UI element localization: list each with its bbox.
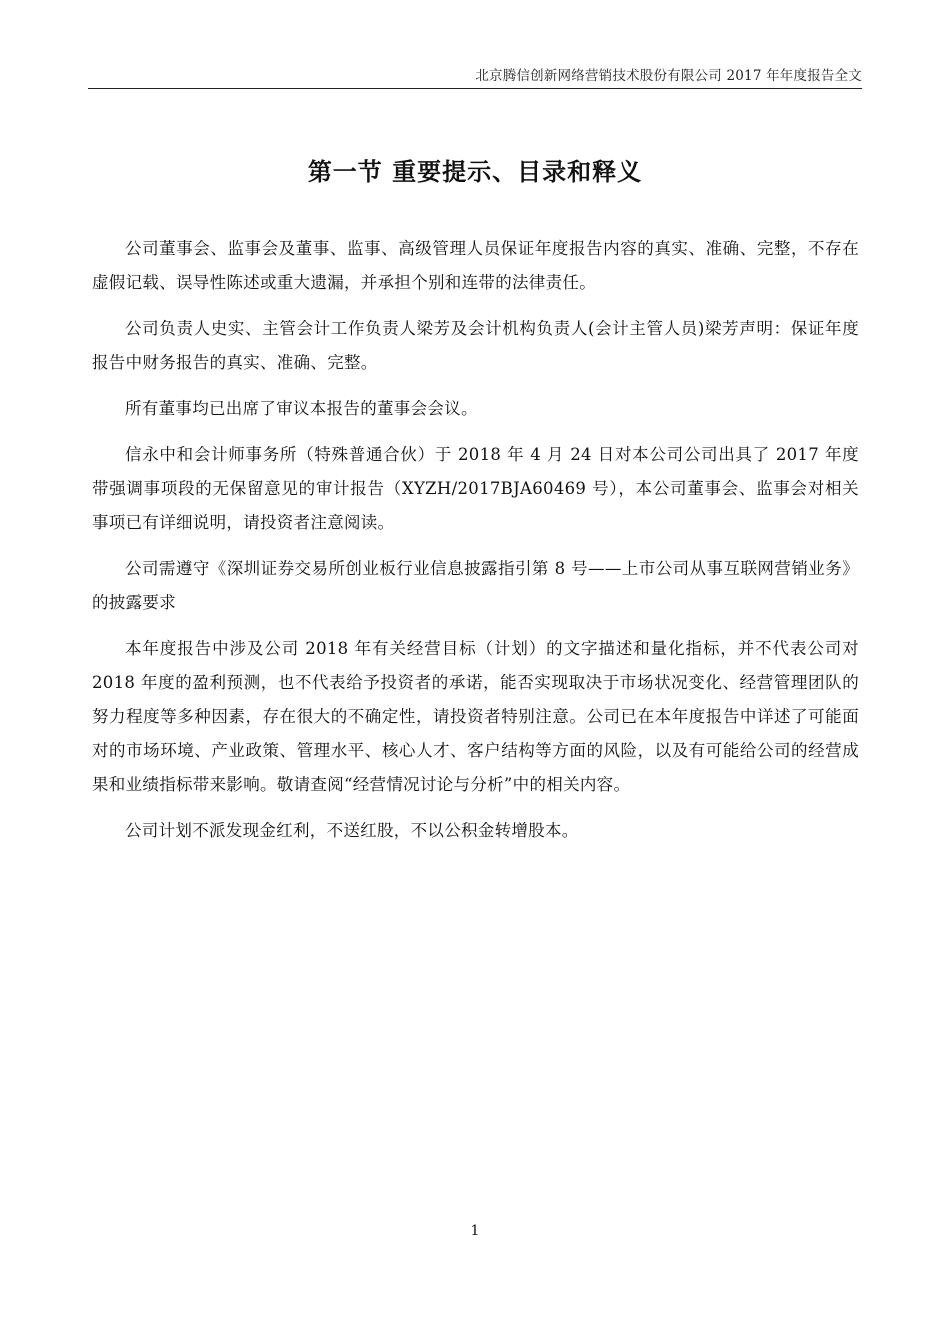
body-content: [92, 232, 859, 860]
paragraph-audit-report: 信永中和会计师事务所（特殊普通合伙）于 2018 年 4 月 24 日对本公司公司出具了 2017 年度带强调事项段的无保留意见的审计报告（XYZH/2017BJA60469 号），本公司董事会、监事会对相关事项已有详细说明，请投资者注意阅读。: [92, 445, 859, 532]
paragraph-responsible-persons: 公司负责人史实、主管会计工作负责人梁芳及会计机构负责人(会计主管人员)梁芳声明：保证年度报告中财务报告的真实、准确、完整。: [92, 319, 859, 372]
section-title: 第一节 重要提示、目录和释义: [307, 157, 643, 186]
paragraph-risk-notice: 本年度报告中涉及公司 2018 年有关经营目标（计划）的文字描述和量化指标，并不代表公司对 2018 年度的盈利预测，也不代表给予投资者的承诺，能否实现取决于市场状况变化、经营管理团队的努力程度等多种因素，存在很大的不确定性，请投资者特别注意。公司已在本年度报告中详述了可能面对的市场环境、产业政策、管理水平、核心人才、客户结构等方面的风险，以及有可能给公司的经营成果和业绩指标带来影响。敬请查阅“经营情况讨论与分析”中的相关内容。: [92, 639, 859, 794]
paragraph-dividend-plan: 公司计划不派发现金红利，不送红股，不以公积金转增股本。: [125, 821, 579, 840]
paragraph-directors-attendance: 所有董事均已出席了审议本报告的董事会会议。: [125, 399, 478, 418]
header-title: 北京腾信创新网络营销技术股份有限公司 2017 年年度报告全文: [475, 68, 862, 84]
paragraph-disclosure-requirements: 公司需遵守《深圳证券交易所创业板行业信息披露指引第 8 号——上市公司从事互联网营销业务》的披露要求: [92, 559, 859, 612]
page-number: 1: [470, 1223, 480, 1239]
paragraph-board-guarantee: 公司董事会、监事会及董事、监事、高级管理人员保证年度报告内容的真实、准确、完整，不存在虚假记载、误导性陈述或重大遗漏，并承担个别和连带的法律责任。: [92, 239, 859, 292]
page-header: [88, 62, 862, 89]
